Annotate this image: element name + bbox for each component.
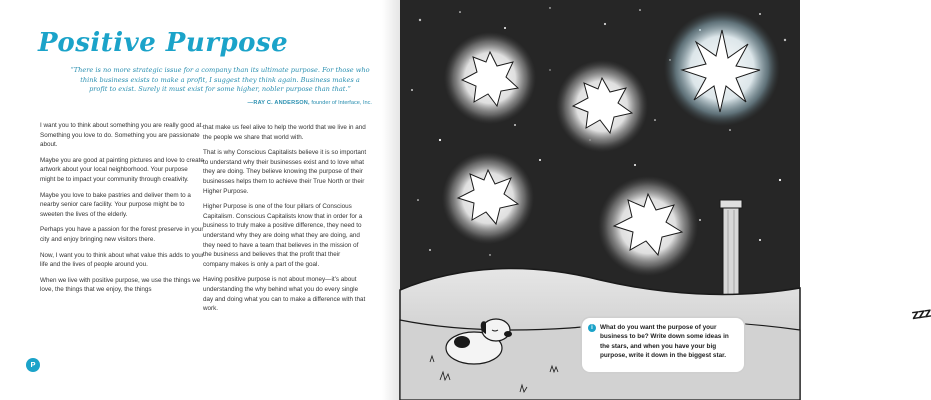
purpose-star-2 — [556, 60, 648, 152]
info-icon: i — [588, 324, 596, 332]
body-column-right — [203, 123, 367, 320]
activity-prompt-text: What do you want the purpose of your business to be? Write down some ideas in the stars, and when you have your big purpose, write it down in the biggest star. — [600, 324, 729, 360]
paragraph: When we live with positive purpose, we use the things we love, the things that we enjoy, the things — [40, 276, 201, 294]
page-title: Positive Purpose — [38, 28, 289, 58]
paragraph: Maybe you are good at painting pictures and love to create artwork about your local neighborhood. Your purpose might be to impact your community through creativity. — [40, 156, 204, 183]
page-marker-badge: P — [26, 358, 40, 372]
left-page — [0, 0, 400, 400]
paragraph: that make us feel alive to help the world that we live in and the people we share that world with. — [203, 124, 366, 141]
quote-author-role: founder of Interface, Inc. — [309, 100, 372, 106]
column-pillar — [720, 200, 742, 298]
purpose-star-1 — [444, 32, 536, 124]
paragraph: Having positive purpose is not about money—it’s about understanding the why behind what you do every single day and doing what you can to make a difference with that work. — [203, 276, 366, 313]
body-column-left — [40, 121, 204, 301]
paragraph: I want you to think about something you are really good at. Something you love to do. Something you are passionate about. — [40, 122, 204, 149]
paragraph: Higher Purpose is one of the four pillars of Conscious Capitalism. Conscious Capitalists know that in order for a business to truly make a positive difference, they need to understand why they are doing what they are doing, and they need to have a team that believes in the mission of the business and believes that the profit that their company makes is only a part of the goal. — [203, 203, 363, 268]
paragraph: Perhaps you have a passion for the forest preserve in your city and enjoy bringing new visitors there. — [40, 226, 204, 243]
activity-callout-box — [582, 318, 744, 372]
epigraph-quote: “There is no more strategic issue for a company than its ultimate purpose. For those who think business exists to make a profit, I suggest they think again. Business makes a profit to exist. Surely it must exist for some higher, nobler purpose than that.” — [70, 66, 370, 94]
paragraph: Maybe you love to bake pastries and deliver them to a nearby senior care facility. Your purpose might be to sweeten the lives of the elderly. — [40, 191, 191, 218]
sleep-zzz-text: ZZZ — [911, 308, 931, 323]
purpose-star-4 — [598, 176, 698, 276]
biggest-purpose-star — [664, 10, 780, 126]
quote-author-name: —RAY C. ANDERSON, — [247, 100, 310, 106]
paragraph: Now, I want you to think about what value this adds to your life and the lives of people around you. — [40, 251, 204, 269]
purpose-star-3 — [442, 152, 534, 244]
epigraph-attribution — [200, 100, 372, 106]
paragraph: That is why Conscious Capitalists believe it is so important to understand why their businesses exist and to love what they are doing. They believe knowing the purpose of their businesses helps them to achieve their True North or their Higher Purpose. — [203, 149, 367, 195]
